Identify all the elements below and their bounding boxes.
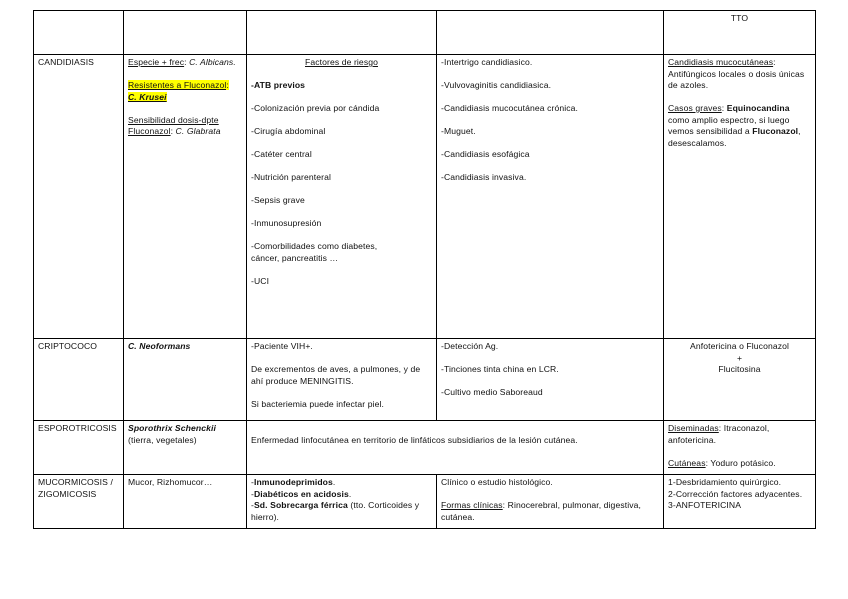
risk-factor-item: -Nutrición parenteral [251,172,331,182]
species-value: Mucor, Rizhomucor… [128,477,213,487]
clinical-item: -Muguet. [441,126,476,136]
criptococo-row [34,339,816,421]
treatment-cutaneous-label: Cutáneas [668,457,706,468]
header-cell-tto [664,11,816,55]
risk-factor-item: -Colonización previa por cándida [251,103,380,113]
treatment-cell [664,339,816,421]
risk-factor-item: Si bacteriemia puede infectar piel. [251,398,384,409]
treatment-plus: + [736,352,743,363]
fungal-infections-table [33,10,816,529]
clinical-forms-label: Formas clínicas [441,500,503,510]
treatment-severe-drug: Equinocandina [726,103,790,113]
treatment-item: Anfotericina o Fluconazol [690,341,789,351]
risk-factor-item: -Sepsis grave [251,195,305,205]
treatment-severe-label: Casos graves [668,103,722,113]
description-cell [247,421,664,475]
risk-factor-item: Inmunodeprimidos [253,477,333,487]
treatment-item: 3-ANFOTERICINA [668,500,742,510]
species-value: C. Neoformans [128,341,191,351]
treatment-cell: Candidiasis mucocutáneas: Antifúngicos locales o dosis únicas de azoles. Casos graves: Equinocandina como amplio espectro, si luego vemos sensibilidad a Fluconazol, desescalamos. [664,55,816,339]
clinical-item: -Intertrigo candidiasico. [441,57,533,67]
treatment-item: 2-Corrección factores adyacentes. [668,488,803,499]
treatment-cell: Diseminadas: Itraconazol, anfotericina. Cutáneas: Yoduro potásico. [664,421,816,475]
disease-name-cell [34,55,124,339]
header-cell-empty-1 [34,11,124,55]
risk-factor-item: -Catéter central [251,149,312,159]
clinical-cell [437,339,664,421]
species-cell: Especie + frec: C. Albicans. Resistentes a Fluconazol: C. Krusei Sensibilidad dosis-dpte Fluconazol: C. Glabrata [124,55,247,339]
risk-factors-cell [247,55,437,339]
header-cell-empty-4 [437,11,664,55]
disease-name-cell [34,421,124,475]
tto-heading: TTO [730,13,749,23]
risk-factors-cell: -Inmunodeprimidos. -Diabéticos en acidosis. -Sd. Sobrecarga férrica (tto. Corticoides y hierro). [247,475,437,529]
clinical-cell: Clínico o estudio histológico. Formas clínicas: Rinocerebral, pulmonar, digestiva, cutánea. [437,475,664,529]
species-value: Sporothrix Schenckii [128,423,216,433]
header-cell-empty-3 [247,11,437,55]
treatment-item: Flucitosina [718,364,761,374]
sensitivity-value: C. Glabrata [175,126,221,136]
header-row [34,11,816,55]
clinical-item: -Tinciones tinta china en LCR. [441,364,559,374]
clinical-item: -Candidiasis esofágica [441,149,530,159]
clinical-item: Clínico o estudio histológico. [441,477,553,487]
risk-factor-item: Diabéticos en acidosis [253,488,349,499]
disease-name: MUCORMICOSIS / ZIGOMICOSIS [38,477,113,499]
risk-factors-cell [247,339,437,421]
disease-name: CANDIDIASIS [38,57,95,67]
treatment-cell [664,475,816,529]
mucormicosis-row [34,475,816,529]
clinical-cell [437,55,664,339]
risk-factor-item: -ATB previos [251,80,306,90]
risk-factor-item: Sd. Sobrecarga férrica [253,500,348,510]
treatment-disseminated-label: Diseminadas [668,423,719,433]
risk-factor-item: -Cirugía abdominal [251,126,326,136]
candidiasis-row [34,55,816,339]
header-cell-empty-2 [124,11,247,55]
risk-factor-item: De excrementos de aves, a pulmones, y de ahí produce MENINGITIS. [251,364,421,386]
species-cell [124,421,247,475]
disease-name-cell [34,339,124,421]
esporotricosis-row [34,421,816,475]
resistant-label: Resistentes a Fluconazol [128,80,227,90]
treatment-mucocutaneous-label: Candidiasis mucocutáneas [668,57,774,67]
clinical-item: -Candidiasis mucocutánea crónica. [441,103,579,113]
clinical-item: -Cultivo medio Saboreaud [441,387,543,397]
risk-factors-title: Factores de riesgo [305,57,378,67]
risk-factor-item: -Comorbilidades como diabetes, cáncer, pancreatitis … [251,241,378,263]
clinical-item: -Detección Ag. [441,341,499,351]
species-note: (tierra, vegetales) [128,434,197,445]
disease-description: Enfermedad linfocutánea en territorio de linfáticos subsidiarios de la lesión cutánea. [251,434,578,445]
disease-name: ESPOROTRICOSIS [38,423,117,433]
species-cell [124,339,247,421]
species-label: Especie + frec [128,57,185,67]
risk-factor-item: -UCI [251,275,270,286]
treatment-item: 1-Desbridamiento quirúrgico. [668,477,782,487]
species-value: C. Albicans. [189,57,236,67]
risk-factor-item: -Inmunosupresión [251,218,322,228]
treatment-mucocutaneous-text: Antifúngicos locales o dosis únicas de azoles. [668,68,805,90]
clinical-item: -Vulvovaginitis candidiasica. [441,80,552,90]
sensitivity-label: Sensibilidad dosis-dpte Fluconazol [128,114,219,136]
disease-name-cell [34,475,124,529]
disease-name: CRIPTOCOCO [38,341,98,351]
risk-factor-item: -Paciente VIH+. [251,341,313,351]
species-cell [124,475,247,529]
clinical-item: -Candidiasis invasiva. [441,172,527,182]
resistant-value: C. Krusei [128,91,167,102]
